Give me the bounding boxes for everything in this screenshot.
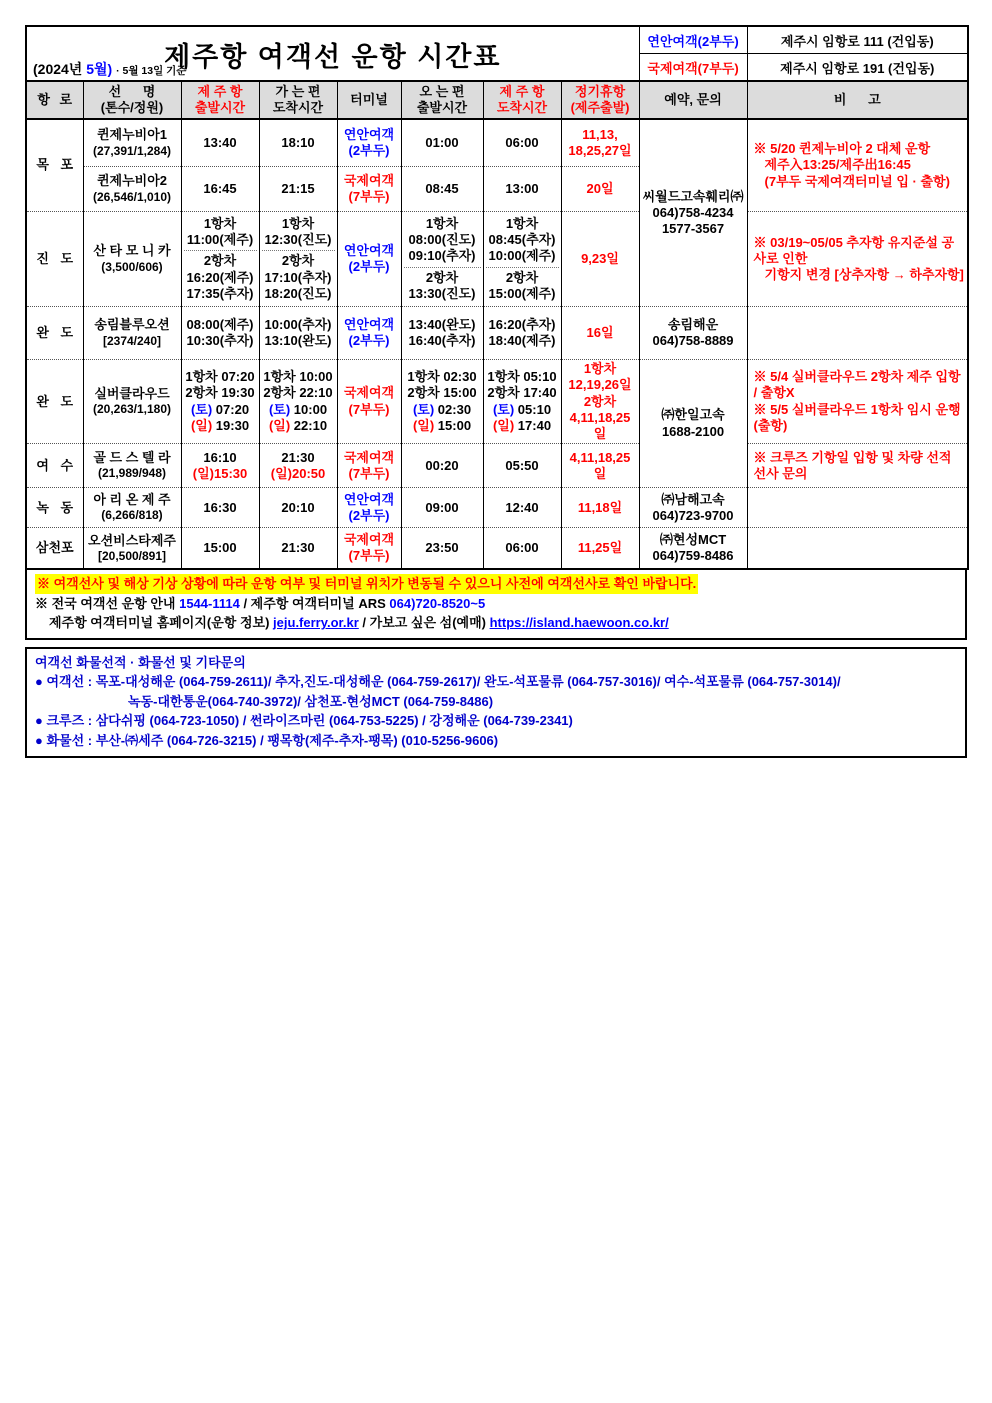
ars-info-line: ※ 전국 여객선 운항 안내 1544-1114 / 제주항 여객터미널 ARS 064)720-8520~5 xyxy=(35,595,486,611)
jeju-arrival: 06:00 xyxy=(483,528,561,570)
remark-empty xyxy=(747,488,968,528)
inbound-departure: 1항차 02:30 2항차 15:00 (토) 02:30 (일) 15:00 xyxy=(401,360,483,444)
jeju-arrival: 05:50 xyxy=(483,444,561,488)
route-jindo: 진 도 xyxy=(26,212,83,307)
ship-cell: 골 드 스 텔 라 (21,989/948) xyxy=(83,444,181,488)
jeju-departure: 15:00 xyxy=(181,528,259,570)
cargo-freight-line: ● 화물선 : 부산-㈜세주 (064-726-3215) / 팽목항(제주-추자-팽목) (010-5256-9606) xyxy=(35,732,499,748)
outbound-arrival: 10:00(추자) 13:10(완도) xyxy=(259,307,337,360)
route-wando: 완 도 xyxy=(26,360,83,444)
outbound-arrival: 21:15 xyxy=(259,167,337,212)
contact-hyunsung: ㈜현성MCT 064)759-8486 xyxy=(639,528,747,570)
remark-mokpo: ※ 5/20 퀸제누비아 2 대체 운항 제주入13:25/제주出16:45 (7부두 국제여객터미널 입 · 출항) xyxy=(747,119,968,212)
holiday-cell: 11,25일 xyxy=(561,528,639,570)
inbound-departure: 00:20 xyxy=(401,444,483,488)
holiday-cell: 4,11,18,25일 xyxy=(561,444,639,488)
ship-cell: 퀸제누비아1 (27,391/1,284) xyxy=(83,119,181,167)
col-contact: 예약, 문의 xyxy=(639,81,747,119)
jeju-arrival: 1항차 05:10 2항차 17:40 (토) 05:10 (일) 17:40 xyxy=(483,360,561,444)
jeju-ferry-link[interactable]: jeju.ferry.or.kr xyxy=(273,615,359,631)
col-remark: 비 고 xyxy=(747,81,968,119)
route-samcheonpo: 삼천포 xyxy=(26,528,83,570)
cargo-cruise-line: ● 크루즈 : 삼다쉬핑 (064-723-1050) / 썬라이즈마린 (064-753-5225) / 강정해운 (064-739-2341) xyxy=(35,713,573,729)
outbound-arrival: 21:30 xyxy=(259,528,337,570)
col-regular-holiday: 정기휴항 (제주출발) xyxy=(561,81,639,119)
holiday-cell: 1항차 12,19,26일 2항차 4,11,18,25일 xyxy=(561,360,639,444)
inbound-departure: 1항차 08:00(진도) 09:10(추자) 2항차 13:30(진도) xyxy=(401,212,483,307)
jeju-departure: 16:30 xyxy=(181,488,259,528)
inbound-departure: 01:00 xyxy=(401,119,483,167)
route-wando: 완 도 xyxy=(26,307,83,360)
date-year: (2024년 xyxy=(33,61,83,77)
jeju-departure: 16:45 xyxy=(181,167,259,212)
holiday-cell: 11,18일 xyxy=(561,488,639,528)
row-jindo-santa-monica xyxy=(26,212,968,307)
contact-namhae: ㈜남해고속 064)723-9700 xyxy=(639,488,747,528)
ship-cell: 실버클라우드 (20,263/1,180) xyxy=(83,360,181,444)
contact-seaworld: 씨월드고속훼리㈜ 064)758-4234 1577-3567 xyxy=(639,119,747,307)
ferry-timetable-document xyxy=(25,0,967,758)
route-mokpo: 목 포 xyxy=(26,119,83,212)
date-based: · 5월 13일 기준 xyxy=(116,65,187,77)
title-row xyxy=(26,26,968,54)
inbound-departure: 23:50 xyxy=(401,528,483,570)
col-outbound-arrival: 가 는 편 도착시간 xyxy=(259,81,337,119)
coastal-pier-label: 연안여객(2부두) xyxy=(639,26,747,54)
outbound-arrival: 1항차 12:30(진도) 2항차 17:10(추자) 18:20(진도) xyxy=(259,212,337,307)
col-terminal: 터미널 xyxy=(337,81,401,119)
row-wando-silver-cloud xyxy=(26,360,968,444)
terminal-intl: 국제여객 (7부두) xyxy=(337,528,401,570)
ship-cell: 산 타 모 니 카 (3,500/606) xyxy=(83,212,181,307)
jeju-departure: 08:00(제주) 10:30(추자) xyxy=(181,307,259,360)
page-title: 제주항 여객선 운항 시간표 xyxy=(164,42,502,72)
ship-cell: 아 리 온 제 주 (6,266/818) xyxy=(83,488,181,528)
jeju-arrival: 13:00 xyxy=(483,167,561,212)
jeju-arrival: 16:20(추자) 18:40(제주) xyxy=(483,307,561,360)
outbound-arrival: 1항차 10:00 2항차 22:10 (토) 10:00 (일) 22:10 xyxy=(259,360,337,444)
remark-jindo: ※ 03/19~05/05 추자항 유지준설 공사로 인한 기항지 변경 [상추자항 → 하추자항] xyxy=(747,212,968,307)
terminal-coastal: 연안여객 (2부두) xyxy=(337,307,401,360)
ferry-timetable-table xyxy=(25,25,969,570)
col-route: 항 로 xyxy=(26,81,83,119)
divider xyxy=(486,267,559,268)
ship-cell: 송림블루오션 [2374/240] xyxy=(83,307,181,360)
island-haewoon-link[interactable]: https://island.haewoon.co.kr/ xyxy=(489,615,669,631)
holiday-cell: 20일 xyxy=(561,167,639,212)
terminal-intl: 국제여객 (7부두) xyxy=(337,444,401,488)
outbound-arrival: 21:30 (일)20:50 xyxy=(259,444,337,488)
coastal-pier-address: 제주시 임항로 111 (건입동) xyxy=(747,26,968,54)
ship-cell: 오션비스타제주 [20,500/891] xyxy=(83,528,181,570)
contact-hanil: ㈜한일고속 1688-2100 xyxy=(639,360,747,488)
cargo-passenger-line2: 녹동-대한통운(064-740-3972)/ 삼천포-현성MCT (064-759-8486) xyxy=(128,693,494,709)
col-jeju-arrival: 제 주 항 도착시간 xyxy=(483,81,561,119)
divider xyxy=(404,267,481,268)
title-cell xyxy=(26,26,639,81)
row-wando-songlim-blue-ocean xyxy=(26,307,968,360)
jeju-arrival: 1항차 08:45(추자) 10:00(제주) 2항차 15:00(제주) xyxy=(483,212,561,307)
row-samcheonpo-ocean-vista xyxy=(26,528,968,570)
holiday-cell: 16일 xyxy=(561,307,639,360)
row-nokdong-arion-jeju xyxy=(26,488,968,528)
holiday-cell: 9,23일 xyxy=(561,212,639,307)
col-inbound-departure: 오 는 편 출발시간 xyxy=(401,81,483,119)
col-jeju-departure: 제 주 항 출발시간 xyxy=(181,81,259,119)
terminal-coastal: 연안여객 (2부두) xyxy=(337,119,401,167)
inbound-departure: 08:45 xyxy=(401,167,483,212)
remark-yeosu: ※ 크루즈 기항일 입항 및 차량 선적 선사 문의 xyxy=(747,444,968,488)
jeju-departure: 13:40 xyxy=(181,119,259,167)
inbound-departure: 09:00 xyxy=(401,488,483,528)
date-note xyxy=(33,59,186,79)
notice-box xyxy=(25,570,967,640)
contact-songlim: 송림해운 064)758-8889 xyxy=(639,307,747,360)
jeju-arrival: 12:40 xyxy=(483,488,561,528)
terminal-coastal: 연안여객 (2부두) xyxy=(337,212,401,307)
remark-empty xyxy=(747,528,968,570)
intl-pier-label: 국제여객(7부두) xyxy=(639,54,747,82)
divider xyxy=(184,250,257,251)
jeju-departure: 1항차 11:00(제주) 2항차 16:20(제주) 17:35(추자) xyxy=(181,212,259,307)
cargo-passenger-line: ● 여객선 : 목포-대성해운 (064-759-2611)/ 추자,진도-대성해운 (064-759-2617)/ 완도-석포물류 (064-757-3016)/ 여수-석포물류 (064-757-3014)/ xyxy=(35,674,841,690)
jeju-arrival: 06:00 xyxy=(483,119,561,167)
outbound-arrival: 20:10 xyxy=(259,488,337,528)
intl-pier-address: 제주시 임항로 191 (건입동) xyxy=(747,54,968,82)
jeju-departure: 16:10 (일)15:30 xyxy=(181,444,259,488)
outbound-arrival: 18:10 xyxy=(259,119,337,167)
weather-warning: ※ 여객선사 및 해상 기상 상황에 따라 운항 여부 및 터미널 위치가 변동될 수 있으니 사전에 여객선사로 확인 바랍니다. xyxy=(35,574,957,594)
cargo-title: 여객선 화물선적 · 화물선 및 기타문의 xyxy=(35,654,246,670)
terminal-intl: 국제여객 (7부두) xyxy=(337,360,401,444)
row-mokpo-queen-jenuvia1 xyxy=(26,119,968,167)
terminal-intl: 국제여객 (7부두) xyxy=(337,167,401,212)
holiday-cell: 11,13, 18,25,27일 xyxy=(561,119,639,167)
website-line: 제주항 여객터미널 홈페이지(운항 정보) jeju.ferry.or.kr / 가보고 싶은 섬(예매) https://island.haewoon.co.kr/ xyxy=(49,615,669,631)
col-ship: 선 명 (톤수/정원) xyxy=(83,81,181,119)
date-month: 5월) xyxy=(86,61,113,77)
cargo-inquiries-box xyxy=(25,647,967,759)
jeju-departure: 1항차 07:20 2항차 19:30 (토) 07:20 (일) 19:30 xyxy=(181,360,259,444)
route-nokdong: 녹 동 xyxy=(26,488,83,528)
inbound-departure: 13:40(완도) 16:40(추자) xyxy=(401,307,483,360)
terminal-coastal: 연안여객 (2부두) xyxy=(337,488,401,528)
remark-empty xyxy=(747,307,968,360)
table-header-row xyxy=(26,81,968,119)
ship-cell: 퀸제누비아2 (26,546/1,010) xyxy=(83,167,181,212)
remark-wando: ※ 5/4 실버클라우드 2항차 제주 입항 / 출항X ※ 5/5 실버클라우드 1항차 임시 운행(출항) xyxy=(747,360,968,444)
divider xyxy=(262,250,335,251)
route-yeosu: 여 수 xyxy=(26,444,83,488)
row-yeosu-gold-stella xyxy=(26,444,968,488)
